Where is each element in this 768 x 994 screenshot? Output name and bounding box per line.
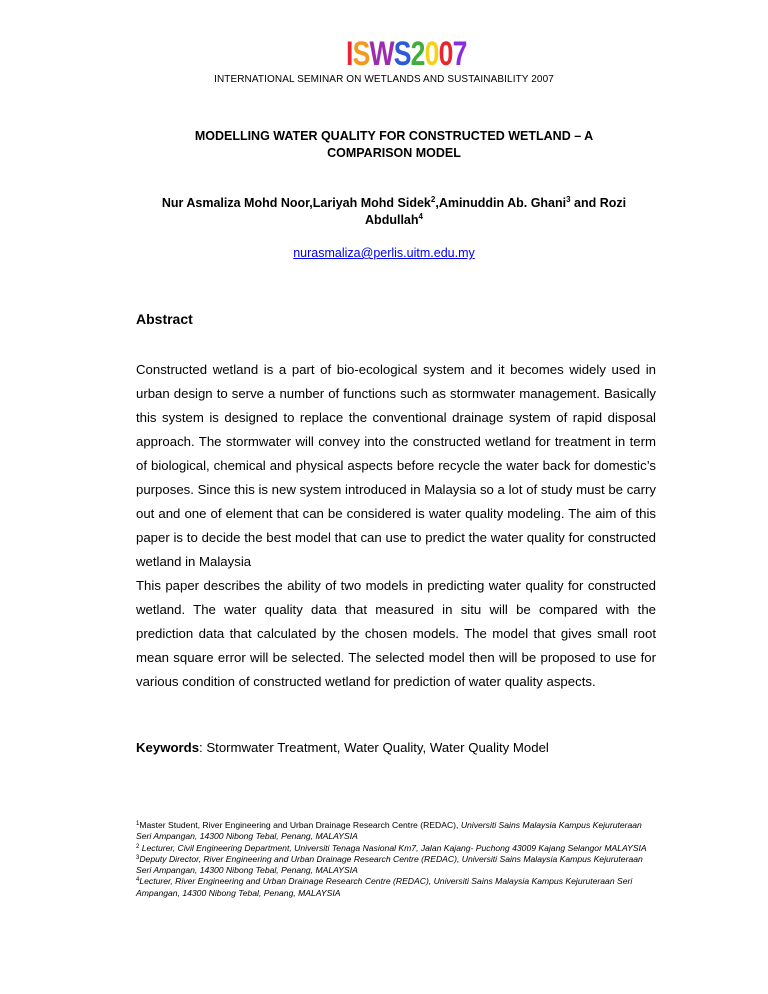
author-list	[128, 195, 660, 229]
author-email-link[interactable]: nurasmaliza@perlis.uitm.edu.my	[293, 246, 475, 260]
footnote-4	[136, 876, 656, 899]
footnote-1	[136, 820, 656, 843]
author-line-1	[128, 195, 660, 212]
footnote-affiliation: Deputy Director, River Engineering and Urban Drainage Research Centre (REDAC), Universiti Sains Malaysia Kampus Kejuruteraan Seri Ampangan, 14300 Nibong Tebal, Penang, MALAYSIA	[136, 853, 643, 876]
author-4-affiliation: 4	[418, 212, 423, 221]
logo-char: 0	[424, 35, 439, 73]
title-line-2: COMPARISON MODEL	[327, 146, 461, 160]
footnote-text: Master Student, River Engineering and Urban Drainage Research Centre (REDAC),	[139, 820, 461, 830]
keywords-text: : Stormwater Treatment, Water Quality, Water Quality Model	[199, 740, 549, 755]
abstract-heading: Abstract	[136, 311, 193, 327]
logo-char: S	[393, 35, 411, 73]
footnote-marker: 3	[136, 854, 140, 861]
author-4-last: Abdullah	[365, 213, 419, 227]
title-line-1: MODELLING WATER QUALITY FOR CONSTRUCTED WETLAND – A	[194, 129, 594, 143]
author-line-2	[128, 212, 660, 229]
footnote-marker: 4	[136, 877, 140, 884]
author-1: Nur Asmaliza Mohd Noor,	[161, 196, 313, 210]
footnote-affiliation: Universiti Sains Malaysia Kampus Kejuruteraan Seri Ampangan, 14300 Nibong Tebal, Penang, MALAYSIA	[136, 820, 642, 842]
paper-title	[120, 128, 668, 162]
logo-char: S	[352, 35, 370, 73]
logo-char: 7	[452, 35, 467, 73]
seminar-header: INTERNATIONAL SEMINAR ON WETLANDS AND SUSTAINABILITY 2007	[214, 74, 554, 85]
footnote-marker: 1	[136, 821, 140, 827]
footnote-marker: 2	[136, 843, 140, 850]
abstract-paragraph-2: This paper describes the ability of two models in predicting water quality for constructed wetland. The water quality data that measured in situ will be compared with the prediction data that calculated by the chosen models. The model that gives small root mean square error will be selected. The selected model then will be proposed to use for various condition of constructed wetland for prediction of water quality aspects.	[136, 578, 656, 689]
abstract-paragraph-1: Constructed wetland is a part of bio-ecological system and it becomes widely used in urban design to serve a number of functions such as stormwater management. Basically this system is designed to replace the conventional drainage system of rapid disposal approach. The stormwater will convey into the constructed wetland for treatment in term of biological, chemical and physical aspects before recycle the water back for domestic’s purposes. Since this is new system introduced in Malaysia so a lot of study must be carry out and one of element that can be considered is water quality modeling. The aim of this paper is to decide the best model that can use to predict the water quality for constructed wetland in Malaysia	[136, 362, 656, 569]
keywords-label: Keywords	[136, 740, 200, 755]
author-2: Lariyah Mohd Sidek	[312, 196, 431, 210]
footnote-3	[136, 854, 656, 877]
keywords	[136, 740, 549, 755]
footnote-affiliation: Lecturer, River Engineering and Urban Drainage Research Centre (REDAC), Universiti Sains Malaysia Kampus Kejuruteraan Seri Ampangan, 14300 Nibong Tebal, Penang, MALAYSIA	[136, 876, 633, 898]
logo-char: 0	[438, 35, 453, 73]
logo-char: I	[346, 35, 353, 73]
footnote-affiliation: Lecturer, Civil Engineering Department, Universiti Tenaga Nasional Km7, Jalan Kajang- Puchong 43009 Kajang Selangor MALAYSIA	[139, 842, 647, 853]
logo-char: W	[369, 35, 394, 73]
logo-char: 2	[410, 35, 425, 73]
conference-logo	[346, 35, 467, 73]
footnotes	[136, 820, 656, 899]
author-3: ,Aminuddin Ab. Ghani	[435, 196, 567, 210]
footnote-2	[136, 843, 656, 854]
author-4-first: and Rozi	[570, 196, 627, 210]
abstract-body	[136, 358, 656, 694]
author-2-affiliation: 2	[430, 195, 436, 204]
author-3-affiliation: 3	[566, 195, 571, 204]
